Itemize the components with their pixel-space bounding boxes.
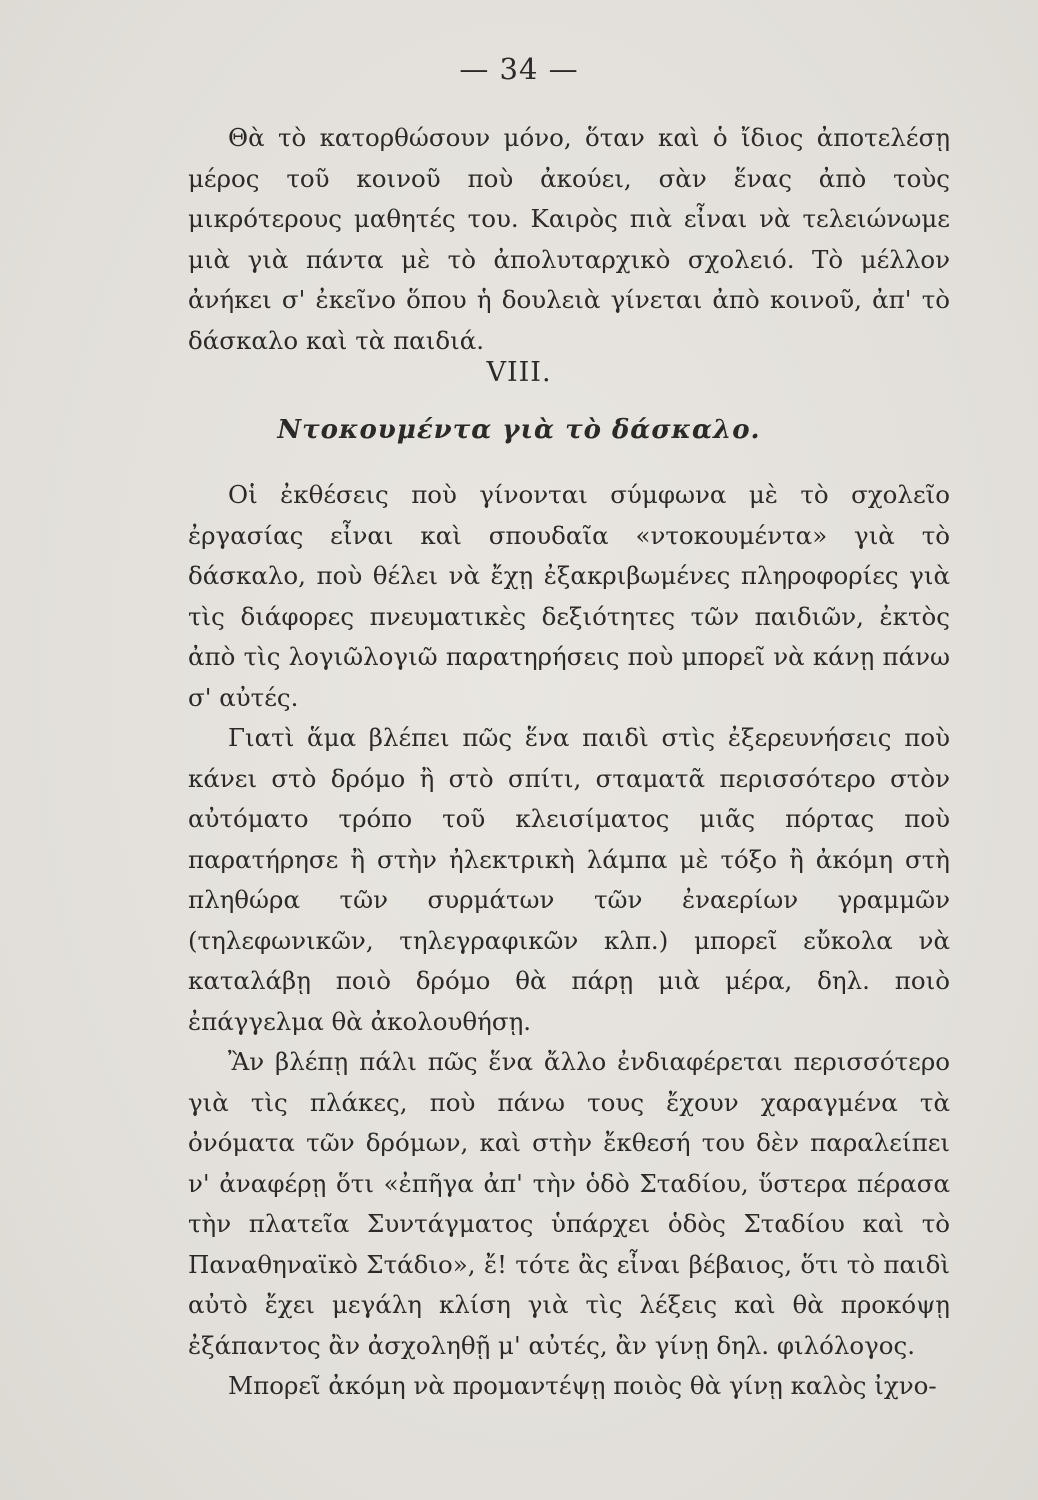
page-number: — 34 — — [459, 52, 579, 86]
paragraph: Ἂν βλέπῃ πάλι πῶς ἕνα ἄλλο ἐνδιαφέρεται περισσότερο γιὰ τὶς πλάκες, ποὺ πάνω τους ἔχουν χαραγμένα τὰ ὀνόματα τῶν δρόμων, καὶ στὴν ἔκθεσή του δὲν παραλείπει ν' ἀναφέρῃ ὅτι «ἐπῆγα ἀπ' τὴν ὁδὸ Σταδίου, ὕστερα πέρασα τὴν πλατεῖα Συντάγματος ὑπάρχει ὁδὸς Σταδίου καὶ τὸ Παναθηναϊκὸ Στάδιο», ἔ! τότε ἂς εἶναι βέβαιος, ὅτι τὸ παιδὶ αὐτὸ ἔχει μεγάλη κλίση γιὰ τὶς λέξεις καὶ θὰ προκόψῃ ἐξάπαντος ἂν ἀσχοληθῇ μ' αὐτές, ἂν γίνῃ δηλ. φιλόλογος. — [188, 1047, 950, 1360]
section-title: Ντοκουμέντα γιὰ τὸ δάσκαλο. — [277, 415, 761, 445]
intro-paragraph: Θὰ τὸ κατορθώσουν μόνο, ὅταν καὶ ὁ ἴδιος ἀποτελέσῃ μέρος τοῦ κοινοῦ ποὺ ἀκούει, σὰν ἕνας ἀπὸ τοὺς μικρότερους μαθητές του. Καιρὸς πιὰ εἶναι νὰ τελειώνωμε μιὰ γιὰ πάντα μὲ τὸ ἀπολυταρχικὸ σχολειό. Τὸ μέλλον ἀνήκει σ' ἐκεῖνο ὅπου ἡ δουλειὰ γίνεται ἀπὸ κοινοῦ, ἀπ' τὸ δάσκαλο καὶ τὰ παιδιά. — [188, 123, 950, 355]
section-text-block — [188, 475, 950, 1407]
paragraph: Μπορεῖ ἀκόμη νὰ προμαντέψῃ ποιὸς θὰ γίνῃ καλὸς ἰχνο- — [228, 1371, 937, 1400]
paragraph: Γιατὶ ἅμα βλέπει πῶς ἕνα παιδὶ στὶς ἐξερευνήσεις ποὺ κάνει στὸ δρόμο ἢ στὸ σπίτι, σταματᾶ περισσότερο στὸν αὐτόματο τρόπο τοῦ κλεισίματος μιᾶς πόρτας ποὺ παρατήρησε ἢ στὴν ἠλεκτρικὴ λάμπα μὲ τόξο ἢ ἀκόμη στὴ πληθώρα τῶν συρμάτων τῶν ἐναερίων γραμμῶν (τηλεφωνικῶν, τηλεγραφικῶν κλπ.) μπορεῖ εὔκολα νὰ καταλάβῃ ποιὸ δρόμο θὰ πάρῃ μιὰ μέρα, δηλ. ποιὸ ἐπάγγελμα θὰ ἀκολουθήσῃ. — [188, 723, 950, 1036]
section-number: VIII. — [486, 357, 552, 388]
paragraph: Οἱ ἐκθέσεις ποὺ γίνονται σύμφωνα μὲ τὸ σχολεῖο ἐργασίας εἶναι καὶ σπουδαῖα «ντοκουμέντα» γιὰ τὸ δάσκαλο, ποὺ θέλει νὰ ἔχῃ ἐξακριβωμένες πληροφορίες γιὰ τὶς διάφορες πνευματικὲς δεξιότητες τῶν παιδιῶν, ἐκτὸς ἀπὸ τὶς λογιῶλογιῶ παρατηρήσεις ποὺ μπορεῖ νὰ κάνῃ πάνω σ' αὐτές. — [188, 480, 950, 712]
intro-text-block — [188, 118, 950, 361]
